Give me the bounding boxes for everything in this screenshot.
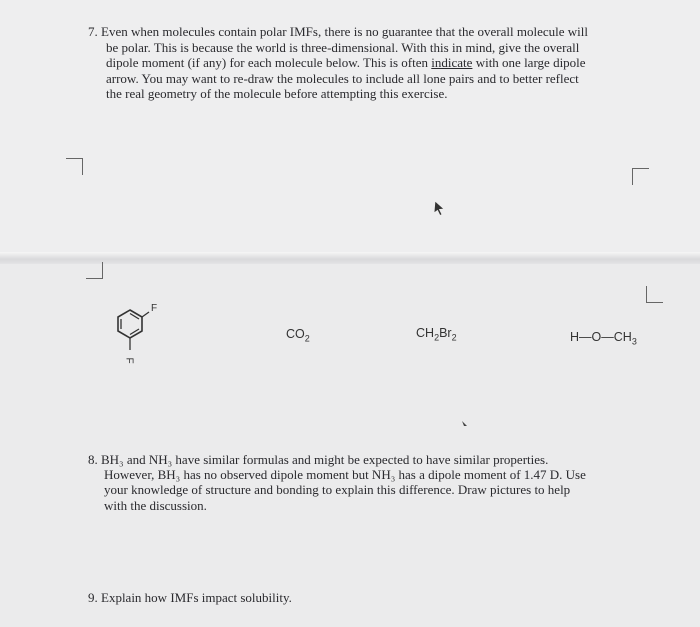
- question-9: 9. Explain how IMFs impact solubility.: [88, 590, 292, 605]
- q7-line-1: 7. Even when molecules contain polar IMFs, there is no guarantee that the overall molecule will: [88, 24, 588, 39]
- question-8: [88, 452, 628, 513]
- molecule-co2: [286, 327, 310, 344]
- q8-line-3: your knowledge of structure and bonding to explain this difference. Draw pictures to help: [104, 482, 571, 498]
- q7-line-3: [88, 55, 648, 71]
- q7-line-4: arrow. You may want to re-draw the molecules to include all lone pairs and to better reflect: [106, 70, 579, 86]
- q7-line-5: the real geometry of the molecule before attempting this exercise.: [106, 86, 448, 102]
- ch2br2-part-b: Br: [439, 326, 452, 340]
- co2-subscript: 2: [304, 333, 310, 344]
- cursor-arrow-icon: [432, 200, 446, 216]
- q7-underlined-word: indicate: [431, 55, 473, 71]
- paper-fold-divider: [0, 252, 700, 264]
- crop-mark-top-left: [66, 158, 83, 175]
- crop-mark-top-right: [632, 168, 649, 185]
- q8-line-4: with the discussion.: [104, 497, 207, 513]
- worksheet-bottom-section: [0, 264, 700, 627]
- ch2br2-part-a: CH: [416, 326, 435, 340]
- crop-mark-bottom-left: [86, 262, 103, 279]
- q8-line-1: 8. BH₃ and NH₃ have similar formulas and might be expected to have similar properties.: [88, 452, 549, 467]
- co2-base: CO: [286, 327, 305, 341]
- small-cursor-icon: [460, 420, 468, 428]
- benzene-ring-drawing: [108, 290, 168, 370]
- crop-mark-bottom-right: [646, 286, 663, 303]
- molecule-ch2br2: [416, 326, 457, 343]
- q8-line-2: However, BH₃ has no observed dipole moment but NH₃ has a dipole moment of 1.47 D. Use: [104, 467, 586, 483]
- molecule-methanol: [570, 330, 637, 347]
- q7-line-2: be polar. This is because the world is three-dimensional. With this in mind, give the overall: [106, 39, 580, 55]
- ch2br2-sub-b: 2: [451, 332, 457, 343]
- q7-line-3-prefix: dipole moment (if any) for each molecule below. This is often: [106, 55, 432, 71]
- substituent-label-lower: F: [123, 357, 135, 364]
- methanol-subscript: 3: [631, 336, 637, 347]
- q7-line-3-suffix: with one large dipole: [472, 55, 586, 71]
- methanol-prefix: H—O—CH: [570, 330, 632, 344]
- question-7: [88, 24, 648, 102]
- substituent-label-upper: F: [151, 303, 158, 314]
- ch2br2-sub-a: 2: [434, 332, 440, 343]
